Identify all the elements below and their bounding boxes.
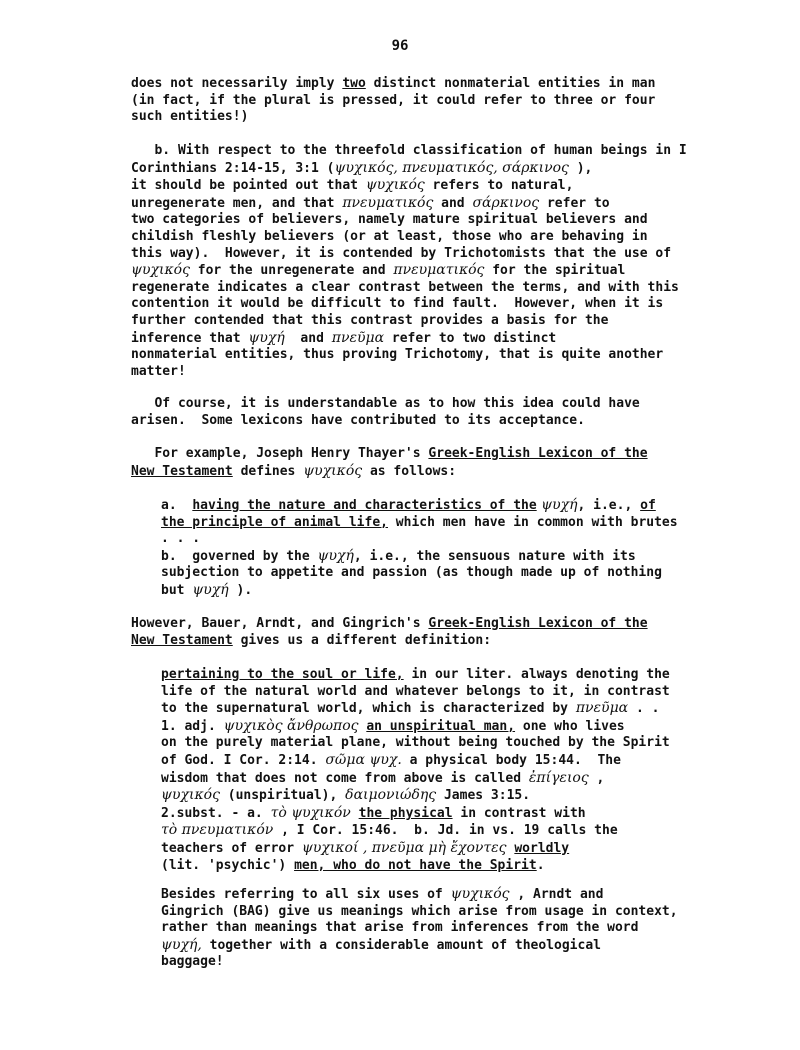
underlined-text: men, who do not have the Spirit: [294, 857, 537, 873]
text: ),: [568, 160, 593, 176]
text: , i.e.,: [577, 498, 641, 513]
text: subjection to appetite and passion (as though made up of nothing: [161, 565, 662, 581]
text: , i.e., the sensuous nature with its: [353, 548, 636, 564]
text: contention it would be difficult to find fault. However, when it is: [131, 296, 664, 312]
greek-text: ψυχή: [536, 497, 578, 513]
text: ).: [228, 582, 253, 598]
text: teachers of error: [161, 840, 302, 856]
text: together with a considerable amount of theological: [201, 937, 601, 953]
text: this way). However, it is contended by Trichotomists that the use of: [131, 245, 672, 261]
greek-text: ψυχή: [317, 547, 354, 564]
text: regenerate indicates a clear contrast between the terms, and with this: [131, 279, 679, 295]
text: Of course, it is understandable as to how this idea could have: [131, 396, 640, 411]
greek-text: σάρκινος: [472, 194, 540, 211]
text: further contended that this contrast provides a basis for the: [131, 312, 609, 328]
greek-text: πνεῦμα: [331, 329, 385, 346]
text: Besides referring to all six uses of: [161, 887, 451, 902]
greek-text: ψυχικός: [450, 886, 510, 902]
text: gives us a different definition:: [232, 632, 492, 648]
text: (lit. 'psychic'): [161, 857, 295, 873]
text: to the supernatural world, which is characterized by: [161, 701, 576, 717]
text: on the purely material plane, without being touched by the Spirit: [161, 735, 670, 751]
text: life of the natural world and whatever belongs to it, in contrast: [161, 683, 670, 699]
book-title: New Testament: [131, 632, 233, 648]
text: nonmaterial entities, thus proving Trichotomy, that is quite another: [131, 347, 664, 363]
paragraph-3: [131, 396, 731, 429]
greek-text: τὸ ψυχικόν: [270, 804, 351, 821]
paragraph-6: [161, 886, 731, 971]
text: a.: [161, 498, 193, 513]
greek-text: ψυχικός: [303, 462, 363, 479]
paragraph-5: [131, 616, 731, 649]
greek-text: ψυχικός, πνευματικός, σάρκινος: [334, 159, 569, 176]
text: does not necessarily imply: [131, 76, 343, 91]
text: 2.subst. - a.: [161, 805, 271, 821]
text: b. With respect to the threefold classification of human beings in I: [131, 143, 687, 158]
text: .: [536, 857, 545, 873]
text: for the unregenerate and: [189, 263, 394, 279]
text: one who lives: [515, 718, 625, 734]
text: it should be pointed out that: [131, 178, 366, 194]
underlined-text: the principle of animal life,: [161, 514, 388, 530]
text: Corinthians 2:14-15, 3:1 (: [131, 160, 335, 176]
text: as follows:: [362, 463, 457, 479]
text: defines: [232, 463, 304, 479]
book-title: New Testament: [131, 463, 233, 479]
text: a physical body 15:44. The: [401, 752, 621, 768]
text: , Arndt and: [509, 887, 604, 902]
text: of God. I Cor. 2:14.: [161, 752, 326, 768]
text: refers to natural,: [424, 178, 574, 194]
text: For example, Joseph Henry Thayer's: [131, 446, 429, 461]
greek-text: ἐπίγειος: [528, 769, 589, 786]
greek-text: πνεῦμα: [575, 700, 629, 717]
greek-text: σῶμα ψυχ.: [325, 751, 402, 768]
greek-text: ψυχικοί , πνεῦμα μὴ ἔχοντες: [301, 839, 507, 856]
greek-text: πνευματικός: [342, 194, 434, 211]
underlined-text: worldly: [514, 840, 570, 856]
text: arisen. Some lexicons have contributed to its acceptance.: [131, 412, 585, 428]
text: matter!: [131, 363, 186, 379]
text: b. governed by the: [161, 548, 318, 564]
paragraph-4: [131, 446, 731, 480]
text: which men have in common with brutes: [387, 514, 678, 530]
greek-text: τὸ πνευματικόν: [161, 822, 274, 839]
book-title: Greek-English Lexicon of the: [428, 616, 648, 631]
text: Gingrich (BAG) give us meanings which arise from usage in context,: [161, 903, 678, 919]
greek-text: ψυχή: [192, 581, 229, 598]
page-number: 96: [391, 38, 409, 54]
text: . .: [628, 701, 660, 717]
text: and: [433, 195, 473, 211]
text: , I Cor. 15:46. b. Jd. in vs. 19 calls the: [273, 823, 618, 839]
text: such entities!): [131, 109, 249, 125]
text: in contrast with: [452, 805, 586, 821]
text: . . .: [161, 531, 201, 547]
paragraph-2: [131, 143, 731, 380]
text: baggage!: [161, 954, 224, 970]
text: unregenerate men, and that: [131, 195, 343, 211]
paragraph-1: [131, 76, 731, 126]
greek-text: ψυχικός: [365, 177, 425, 194]
greek-text: ψυχή: [248, 329, 285, 346]
text: for the spiritual: [484, 263, 626, 279]
greek-text: ψυχικός: [131, 262, 190, 279]
text: wisdom that does not come from above is called: [161, 770, 529, 786]
greek-text: ψυχή,: [161, 936, 202, 953]
text: and: [284, 330, 332, 346]
text: (in fact, if the plural is pressed, it could refer to three or four: [131, 92, 656, 108]
underlined-text: having the nature and characteristics of the: [192, 498, 537, 513]
text: (unspiritual),: [219, 788, 346, 804]
text: refer to: [539, 195, 610, 211]
greek-text: πνευματικός: [393, 262, 485, 279]
text: ,: [588, 770, 605, 786]
text: but: [161, 582, 193, 598]
text: However, Bauer, Arndt, and Gingrich's: [131, 616, 429, 631]
underlined-text: the physical: [358, 805, 453, 821]
underlined-text: an unspiritual man,: [366, 718, 516, 734]
underlined-text: two: [342, 76, 366, 91]
text: refer to two distinct: [384, 330, 557, 346]
thayer-quotation: [161, 497, 731, 600]
text: two categories of believers, namely mature spiritual believers and: [131, 212, 648, 228]
underlined-text: pertaining to the soul or life,: [161, 667, 404, 682]
text: James 3:15.: [436, 788, 531, 804]
bag-quotation: [161, 667, 731, 874]
text: rather than meanings that arise from inferences from the word: [161, 920, 639, 936]
text: distinct nonmaterial entities in man: [365, 76, 656, 91]
underlined-text: of: [640, 498, 656, 513]
book-title: Greek-English Lexicon of the: [428, 446, 648, 461]
greek-text: ψυχικὸς ἄνθρωπος: [223, 717, 359, 734]
greek-text: δαιμονιώδης: [345, 787, 437, 804]
text: childish fleshly believers (or at least, those who are behaving in: [131, 228, 648, 244]
text: inference that: [131, 330, 249, 346]
greek-text: ψυχικός: [161, 787, 220, 804]
text: 1. adj.: [161, 718, 224, 734]
text: in our liter. always denoting the: [403, 667, 670, 682]
